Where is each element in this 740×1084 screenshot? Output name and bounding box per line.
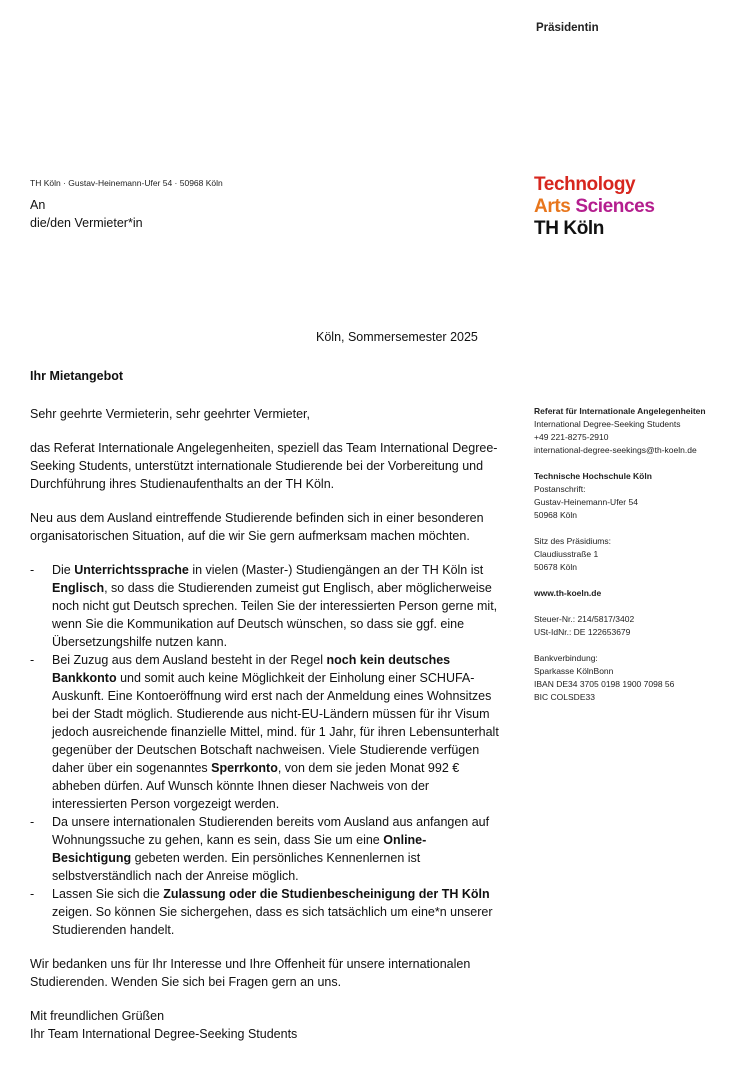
bank-iban: IBAN DE34 3705 0198 1900 7098 56 bbox=[534, 679, 675, 689]
closing-signature: Ihr Team International Degree-Seeking Students bbox=[30, 1027, 298, 1041]
text-run: Da unsere internationalen Studierenden bereits vom Ausland aus anfangen auf Wohnungssuche zu gehen, kann es sein, dass Sie um eine bbox=[52, 815, 490, 847]
bank-bic: BIC COLSDE33 bbox=[534, 692, 595, 702]
text-run: Die bbox=[52, 563, 75, 577]
text-run: Lassen Sie sich die bbox=[52, 887, 164, 901]
tax-number: Steuer-Nr.: 214/5817/3402 bbox=[534, 614, 635, 624]
bullet-dash: - bbox=[30, 653, 35, 667]
referat-title: Referat für Internationale Angelegenheiten bbox=[534, 406, 706, 416]
text-run: gebeten werden. Ein persönliches Kennenlernen ist selbstverständlich nach der Anreise möglich. bbox=[52, 851, 421, 883]
referat-phone: +49 221-8275-2910 bbox=[534, 432, 609, 442]
referat-block bbox=[534, 405, 734, 457]
referat-line: International Degree-Seeking Students bbox=[534, 419, 681, 429]
hochschule-line: Gustav-Heinemann-Ufer 54 bbox=[534, 497, 638, 507]
sender-address-line: TH Köln · Gustav-Heinemann-Ufer 54 · 50968 Köln bbox=[30, 178, 223, 188]
hochschule-block bbox=[534, 470, 734, 522]
hochschule-line: Postanschrift: bbox=[534, 484, 586, 494]
bank-line: Bankverbindung: bbox=[534, 653, 598, 663]
list-item bbox=[30, 885, 500, 939]
sitz-block bbox=[534, 535, 734, 574]
text-run: und somit auch keine Möglichkeit der Einholung einer SCHUFA-Auskunft. Eine Kontoeröffnung wird erst nach der Anmeldung eines Wohnsitzes bei der Stadt möglich. Studierende aus nicht-EU-Ländern müssen für ihr Visum jedoch ausreichende finanzielle Mittel, mind. für 1 Jahr, für ihren Lebensunterhalt gegenüber der Deutschen Botschaft nachweisen. Viele Studierende verfügen daher über ein sogenanntes bbox=[52, 671, 499, 775]
list-item bbox=[30, 813, 500, 885]
list-item-text bbox=[52, 563, 497, 649]
president-label: Präsidentin bbox=[536, 22, 599, 34]
emphasis-text: Englisch bbox=[52, 581, 105, 595]
intro-paragraph: das Referat Internationale Angelegenheiten, speziell das Team International Degree-Seeking Students, unterstützt internationale Studierende bei der Vorbereitung und Durchführung ihres Studienaufenthalts an der TH Köln. bbox=[30, 441, 498, 491]
recipient-line: An bbox=[30, 198, 46, 212]
recipient-address bbox=[30, 196, 143, 232]
bullet-dash: - bbox=[30, 563, 35, 577]
bank-block bbox=[534, 652, 734, 704]
list-item-text bbox=[52, 887, 493, 937]
bullet-dash: - bbox=[30, 887, 35, 901]
list-item-text bbox=[52, 653, 499, 811]
logo-word-sciences: Sciences bbox=[575, 196, 655, 217]
emphasis-text: noch kein deutsches Bankkonto bbox=[52, 653, 451, 685]
letter-subject: Ihr Mietangebot bbox=[30, 369, 124, 383]
sitz-line: 50678 Köln bbox=[534, 562, 578, 572]
text-run: in vielen (Master-) Studiengängen an der TH Köln ist bbox=[188, 563, 484, 577]
list-item-text bbox=[52, 815, 489, 883]
th-koeln-logo bbox=[534, 174, 655, 240]
sitz-line: Sitz des Präsidiums: bbox=[534, 536, 611, 546]
text-run: zeigen. So können Sie sichergehen, dass es sich tatsächlich um eine*n unserer Studierenden handelt. bbox=[52, 905, 493, 937]
logo-line-th-koeln: TH Köln bbox=[534, 218, 605, 239]
letter-body bbox=[30, 405, 500, 1043]
emphasis-text: Unterrichtssprache bbox=[74, 563, 189, 577]
emphasis-text: Zulassung oder die Studienbescheinigung der TH Köln bbox=[163, 887, 490, 901]
text-run: , von dem sie jeden Monat 992 € abheben dürfen. Auf Wunsch könnte Ihnen dieser Nachweis von der interessierten Person vorgezeigt werden. bbox=[52, 761, 460, 811]
sitz-line: Claudiusstraße 1 bbox=[534, 549, 599, 559]
tax-block bbox=[534, 613, 734, 639]
vat-id: USt-IdNr.: DE 122653679 bbox=[534, 627, 631, 637]
salutation: Sehr geehrte Vermieterin, sehr geehrter Vermieter, bbox=[30, 407, 311, 421]
situation-paragraph: Neu aus dem Ausland eintreffende Studierende befinden sich in einer besonderen organisatorischen Situation, auf die wir Sie gern aufmerksam machen möchten. bbox=[30, 511, 484, 543]
logo-line-arts-sciences bbox=[534, 196, 655, 218]
website: www.th-koeln.de bbox=[534, 588, 602, 598]
logo-word-arts: Arts bbox=[534, 196, 571, 217]
logo-line-technology: Technology bbox=[534, 174, 636, 195]
hochschule-line: 50968 Köln bbox=[534, 510, 578, 520]
notice-list bbox=[30, 561, 500, 939]
text-run: Bei Zuzug aus dem Ausland besteht in der Regel bbox=[52, 653, 327, 667]
recipient-line: die/den Vermieter*in bbox=[30, 216, 143, 230]
thanks-paragraph: Wir bedanken uns für Ihr Interesse und Ihre Offenheit für unsere internationalen Studierenden. Wenden Sie sich bei Fragen gern an uns. bbox=[30, 957, 471, 989]
hochschule-title: Technische Hochschule Köln bbox=[534, 471, 652, 481]
list-item bbox=[30, 561, 500, 651]
sidebar-contact bbox=[534, 405, 734, 717]
referat-email: international-degree-seekings@th-koeln.de bbox=[534, 445, 697, 455]
closing-greeting: Mit freundlichen Grüßen bbox=[30, 1009, 165, 1023]
letter-date: Köln, Sommersemester 2025 bbox=[316, 330, 478, 344]
closing bbox=[30, 1007, 500, 1043]
bank-line: Sparkasse KölnBonn bbox=[534, 666, 614, 676]
list-item bbox=[30, 651, 500, 813]
text-run: , so dass die Studierenden zumeist gut Englisch, aber möglicherweise noch nicht gut Deutsch sprechen. Teilen Sie der interessierten Person gerne mit, wenn Sie die Kommunikation auf Deutsch wünschen, so dass sie ggf. eine Übersetzungshilfe nutzen kann. bbox=[52, 581, 498, 649]
emphasis-text: Online-Besichtigung bbox=[52, 833, 427, 865]
bullet-dash: - bbox=[30, 815, 35, 829]
emphasis-text: Sperrkonto bbox=[211, 761, 278, 775]
